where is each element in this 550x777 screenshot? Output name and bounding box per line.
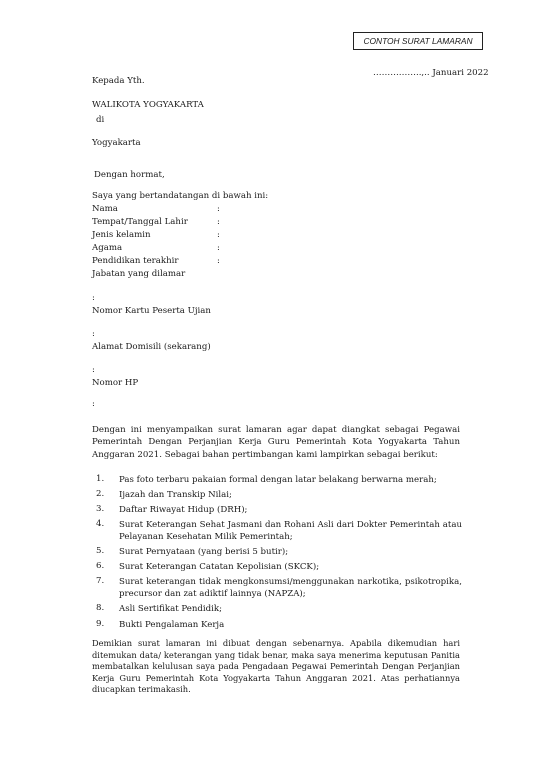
list-text: Bukti Pengalaman Kerja [119, 620, 225, 630]
list-number: 3. [96, 504, 105, 514]
field-label-jenis-kelamin: Jenis kelamin [92, 230, 151, 240]
recipient-city: Yogyakarta [92, 138, 141, 148]
list-text: Ijazah dan Transkip Nilai; [119, 490, 232, 500]
list-text: Daftar Riwayat Hidup (DRH); [119, 505, 248, 515]
body-paragraph: Dengan ini menyampaikan surat lamaran agar dapat diangkat sebagai Pegawai Pemerintah Dengan Perjanjian Kerja Guru Pemerintah Kota Yogyakarta Tahun Anggaran 2021. Sebagai bahan pertimbangan kami lampirkan sebagai berikut: [92, 425, 460, 460]
list-number: 5. [96, 546, 105, 556]
field-colon: : [217, 230, 220, 240]
field-colon: : [92, 293, 95, 303]
field-label-nomor-kartu: Nomor Kartu Peserta Ujian [92, 306, 211, 316]
field-colon: : [92, 365, 95, 375]
list-number: 4. [96, 519, 105, 529]
list-number: 8. [96, 603, 105, 613]
list-number: 7. [96, 576, 105, 586]
letter-date: ……………..,.. Januari 2022 [373, 68, 489, 78]
field-label-pendidikan: Pendidikan terakhir [92, 256, 179, 266]
list-text: Surat Keterangan Sehat Jasmani dan Rohani Asli dari Dokter Pemerintah atau Pelayanan Kesehatan Milik Pemerintah; [119, 520, 462, 543]
field-colon: : [217, 243, 220, 253]
recipient-di: di [96, 115, 105, 125]
document-title-box: CONTOH SURAT LAMARAN [353, 32, 483, 50]
field-colon: : [92, 399, 95, 409]
list-text: Asli Sertifikat Pendidik; [119, 604, 222, 614]
recipient-salutation: Kepada Yth. [92, 76, 145, 86]
list-number: 1. [96, 474, 105, 484]
field-colon: : [92, 329, 95, 339]
recipient-name: WALIKOTA YOGYAKARTA [92, 100, 204, 110]
greeting: Dengan hormat, [94, 170, 165, 180]
field-colon: : [217, 204, 220, 214]
list-text: Surat Keterangan Catatan Kepolisian (SKCK); [119, 562, 320, 572]
list-text: Surat keterangan tidak mengkonsumsi/menggunakan narkotika, psikotropika, precursor dan zat adiktif lainnya (NAPZA); [119, 577, 462, 600]
field-label-ttl: Tempat/Tanggal Lahir [92, 217, 188, 227]
list-number: 6. [96, 561, 105, 571]
list-text: Pas foto terbaru pakaian formal dengan latar belakang berwarna merah; [119, 475, 437, 485]
intro-line: Saya yang bertandatangan di bawah ini: [92, 191, 269, 201]
field-label-nomor-hp: Nomor HP [92, 378, 139, 388]
closing-paragraph: Demikian surat lamaran ini dibuat dengan sebenarnya. Apabila dikemudian hari ditemukan data/ keterangan yang tidak benar, maka saya menerima keputusan Panitia membatalkan kelulusan saya pada Pengadaan Pegawai Pemerintah Dengan Perjanjian Kerja Guru Pemerintah Kota Yogyakarta Tahun Anggaran 2021. Atas perhatiannya diucapkan terimakasih. [92, 638, 460, 695]
list-number: 2. [96, 489, 105, 499]
list-text: Surat Pernyataan (yang berisi 5 butir); [119, 547, 289, 557]
field-colon: : [217, 217, 220, 227]
field-colon: : [217, 256, 220, 266]
list-number: 9. [96, 619, 105, 629]
field-label-agama: Agama [92, 243, 123, 253]
field-label-alamat: Alamat Domisili (sekarang) [92, 342, 211, 352]
field-label-nama: Nama [92, 204, 118, 214]
field-label-jabatan: Jabatan yang dilamar [92, 269, 186, 279]
